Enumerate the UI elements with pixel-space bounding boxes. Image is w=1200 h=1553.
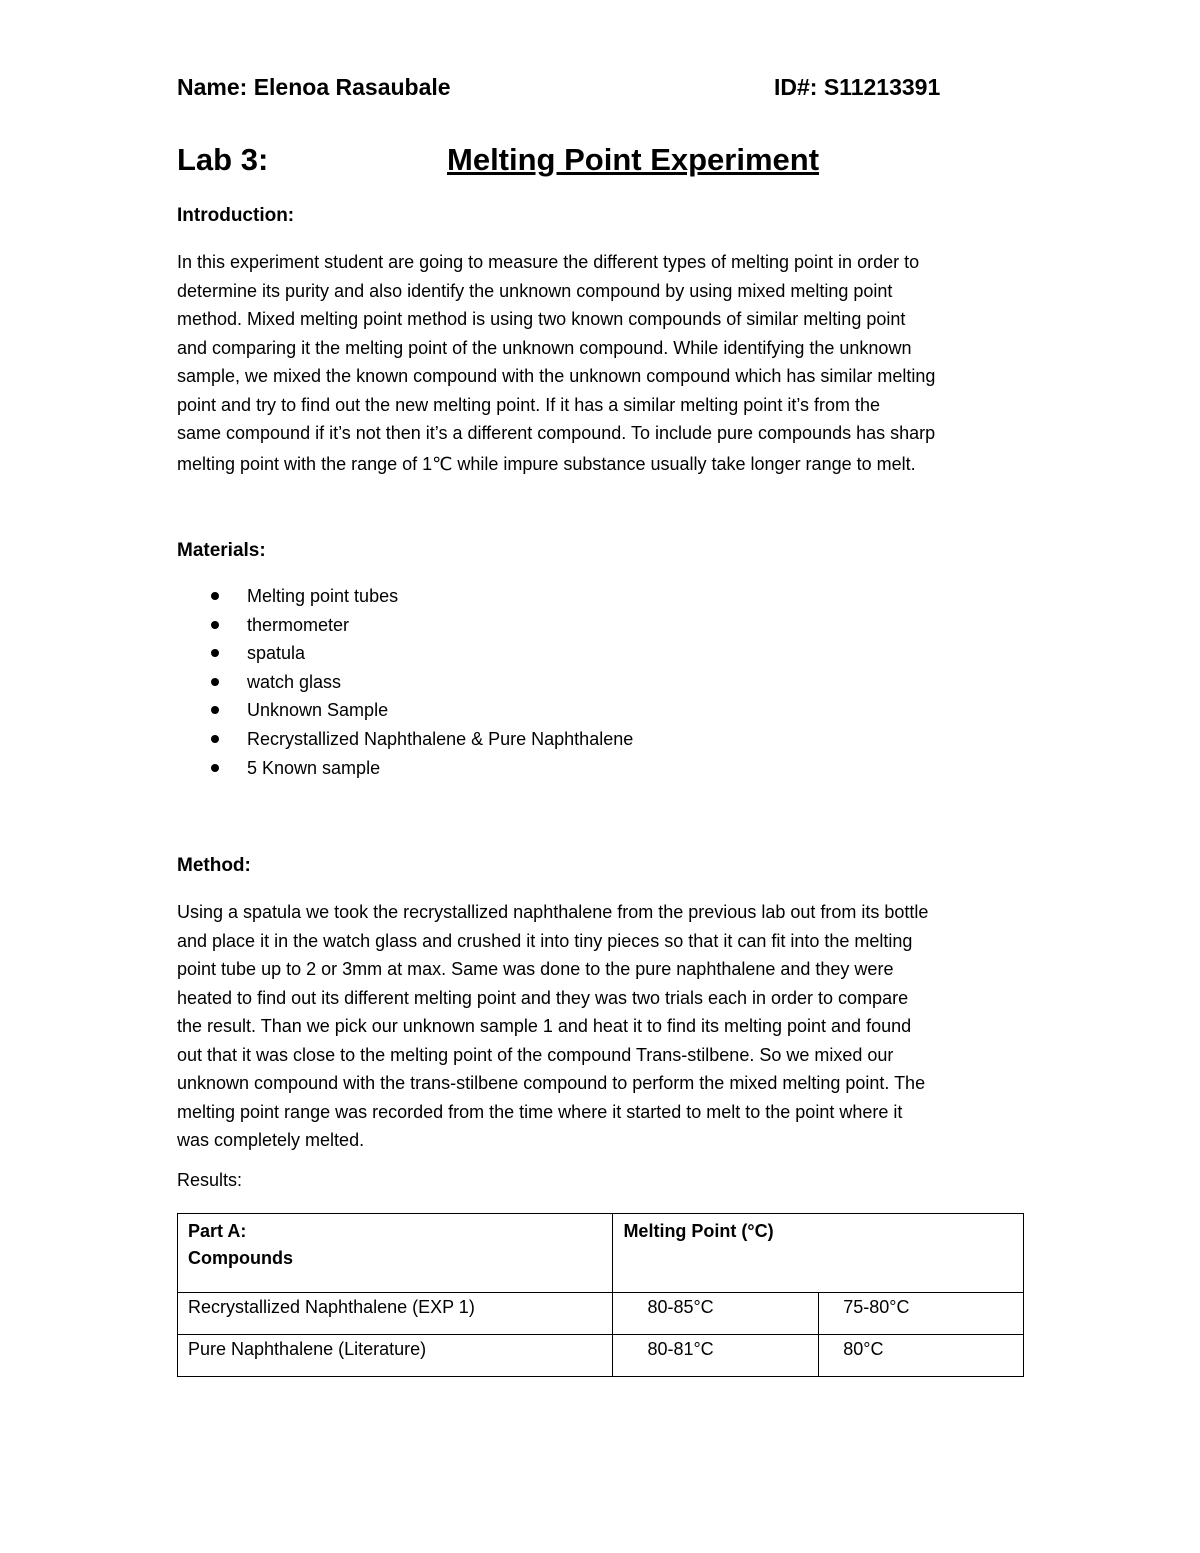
bullet-icon <box>211 592 219 600</box>
list-item-label: Recrystallized Naphthalene & Pure Naphthalene <box>247 728 634 749</box>
paragraph-line: melting point with the range of 1℃ while impure substance usually take longer range to melt. <box>177 453 916 474</box>
bullet-icon <box>211 649 219 657</box>
student-id: ID#: S11213391 <box>774 74 941 100</box>
paragraph-line: melting point range was recorded from the time where it started to melt to the point where it <box>177 1101 903 1122</box>
student-name: Name: Elenoa Rasaubale <box>177 74 451 100</box>
paragraph-line: and comparing it the melting point of the unknown compound. While identifying the unknown <box>177 337 912 358</box>
bullet-icon <box>211 735 219 743</box>
list-item-label: thermometer <box>247 614 350 635</box>
list-item <box>177 696 633 725</box>
lab-title: Melting Point Experiment <box>447 142 820 177</box>
table-header-row <box>178 1214 1024 1293</box>
paragraph-line: same compound if it’s not then it’s a different compound. To include pure compounds has sharp <box>177 423 936 443</box>
table-cell: 80-81°C <box>613 1335 819 1377</box>
materials-heading: Materials: <box>177 540 266 561</box>
list-item <box>177 725 633 754</box>
table-cell: Pure Naphthalene (Literature) <box>178 1335 613 1377</box>
list-item <box>177 639 633 668</box>
method-heading: Method: <box>177 855 251 876</box>
introduction-paragraph <box>177 248 1037 478</box>
paragraph-line: the result. Than we pick our unknown sample 1 and heat it to find its melting point and found <box>177 1016 912 1036</box>
paragraph-line: In this experiment student are going to measure the different types of melting point in order to <box>177 252 920 272</box>
introduction-heading: Introduction: <box>177 205 295 226</box>
paragraph-line: determine its purity and also identify the unknown compound by using mixed melting point <box>177 280 893 301</box>
bullet-icon <box>211 621 219 629</box>
paragraph-line: Using a spatula we took the recrystallized naphthalene from the previous lab out from its bottle <box>177 902 929 922</box>
list-item-label: spatula <box>247 643 306 664</box>
paragraph-line: was completely melted. <box>177 1130 365 1150</box>
list-item-label: Melting point tubes <box>247 586 399 606</box>
list-item-label: Unknown Sample <box>247 700 389 721</box>
lab-number: Lab 3: <box>177 142 269 177</box>
table-cell: Recrystallized Naphthalene (EXP 1) <box>178 1293 613 1335</box>
paragraph-line: unknown compound with the trans-stilbene compound to perform the mixed melting point. The <box>177 1073 926 1093</box>
header-melting-point-label: Melting Point (°C) <box>623 1221 774 1241</box>
bullet-icon <box>211 706 219 714</box>
list-item <box>177 611 633 640</box>
paragraph-line: method. Mixed melting point method is using two known compounds of similar melting point <box>177 309 906 329</box>
table-row <box>178 1335 1024 1377</box>
paragraph-line: point tube up to 2 or 3mm at max. Same was done to the pure naphthalene and they were <box>177 959 894 979</box>
table-cell: 80°C <box>819 1335 1024 1377</box>
list-item-label: 5 Known sample <box>247 757 381 778</box>
document-header <box>177 74 977 106</box>
table-cell: 75-80°C <box>819 1293 1024 1335</box>
document-title <box>177 142 977 186</box>
results-table <box>177 1213 1024 1377</box>
table-cell: 80-85°C <box>613 1293 819 1335</box>
results-label: Results: <box>177 1170 243 1190</box>
table-row <box>178 1293 1024 1335</box>
paragraph-line: and place it in the watch glass and crushed it into tiny pieces so that it can fit into the melting <box>177 930 913 951</box>
materials-list <box>177 582 633 782</box>
list-item-label: watch glass <box>247 671 342 692</box>
paragraph-line: sample, we mixed the known compound with the unknown compound which has similar melting <box>177 366 936 386</box>
table-header-cell <box>613 1214 1024 1293</box>
list-item <box>177 582 633 611</box>
paragraph-line: heated to find out its different melting point and they was two trials each in order to compare <box>177 987 909 1008</box>
method-paragraph <box>177 898 1037 1155</box>
bullet-icon <box>211 678 219 686</box>
paragraph-line: out that it was close to the melting point of the compound Trans-stilbene. So we mixed our <box>177 1044 894 1065</box>
table-header-cell <box>178 1214 613 1293</box>
header-compounds-label: Compounds <box>188 1248 293 1268</box>
list-item <box>177 668 633 697</box>
header-part-label: Part A: <box>188 1221 247 1241</box>
list-item <box>177 754 633 783</box>
bullet-icon <box>211 764 219 772</box>
paragraph-line: point and try to find out the new melting point. If it has a similar melting point it’s from the <box>177 394 881 415</box>
